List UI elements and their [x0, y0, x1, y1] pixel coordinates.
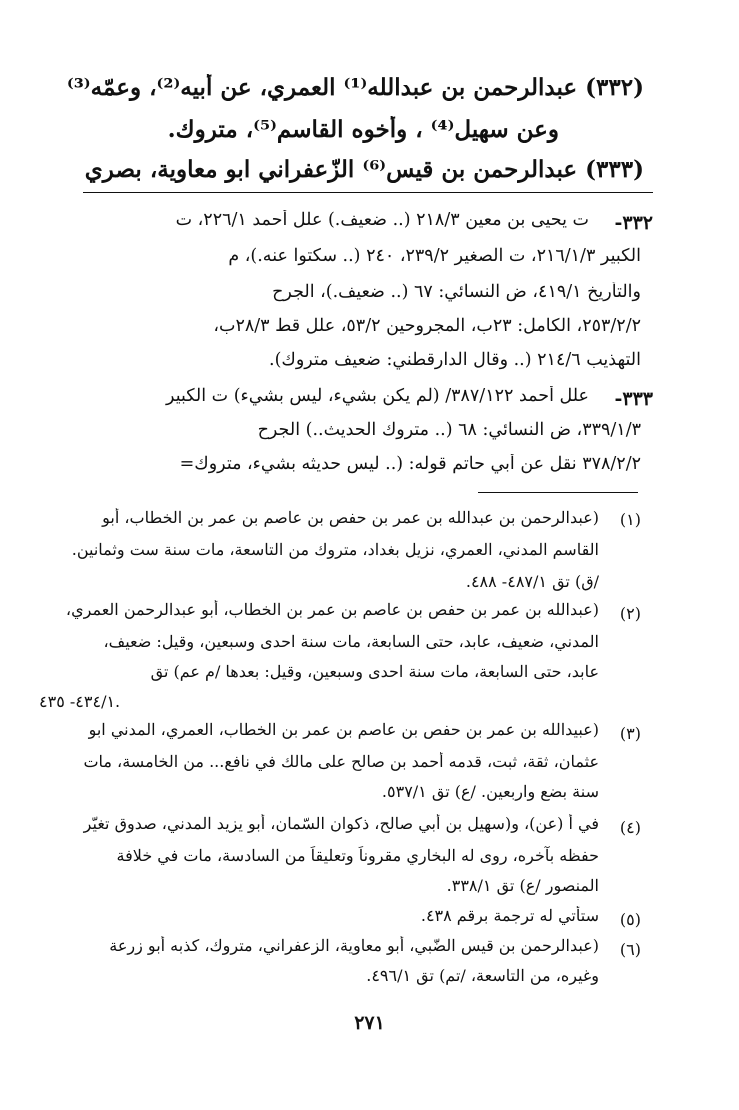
footnote-number-6: (٦) — [619, 940, 641, 959]
footnote-2-line-1: (عبدالله بن عمر بن حفص بن عاصم بن عمر بن الخطاب، أبو عبدالرحمن العمري، — [65, 600, 599, 619]
footnote-2-line-4: ٤٣٤/١- ٤٣٥. — [39, 692, 121, 711]
footnote-4-line-1: في أ (عن)، و(سهيل بن أبي صالح، ذكوان السّمان، أبو يزيد المدني، صدوق تغيّر — [83, 814, 599, 833]
entry-332-line-1: (٣٣٢) عبدالرحمن بن عبدالله⁽¹⁾ العمري، عن أبيه⁽²⁾، وعمّه⁽³⁾ — [66, 74, 644, 101]
footnote-5-line-1: ستأتي له ترجمة برقم ٤٣٨. — [420, 906, 599, 925]
note-333-line-1: علل أحمد ٣٨٧/١٢٢/ (لم يكن بشيء، ليس بشيء) ت الكبير — [166, 386, 589, 406]
footnote-4-line-2: حفظه بآخره، روى له البخاري مقروناً وتعليقاً من السادسة، مات في خلافة — [116, 846, 599, 865]
footnote-number-5: (٥) — [619, 910, 641, 929]
footnote-6-line-2: وغيره، من التاسعة، /تم) تق ٤٩٦/١. — [366, 966, 599, 985]
entry-332-line-2: وعن سهيل⁽⁴⁾ ، وأخوه القاسم⁽⁵⁾، متروك. — [167, 116, 559, 143]
note-number-333: ٣٣٣- — [614, 388, 653, 410]
note-number-332: ٣٣٢- — [614, 212, 653, 234]
footnote-divider — [478, 492, 638, 493]
footnote-3-line-3: سنة بضع واربعين. /ع) تق ٥٣٧/١. — [381, 782, 599, 801]
footnote-1-line-2: القاسم المدني، العمري، نزيل بغداد، متروك من التاسعة، مات سنة ست وثمانين. — [71, 540, 599, 559]
footnote-3-line-2: عثمان، ثقة، ثبت، قدمه أحمد بن صالح على مالك في نافع... من الخامسة، مات — [83, 752, 599, 771]
note-332-line-1: ت يحيى بن معين ٢١٨/٣ (.. ضعيف.) علل أحمد ٢٢٦/١، ت — [175, 210, 589, 230]
footnote-2-line-3: عابد، حتى السابعة، مات سنة احدى وسبعين، وقيل: بعدها /م عم) تق — [150, 662, 599, 681]
footnote-1-line-3: /ق) تق ٤٨٧/١- ٤٨٨. — [465, 572, 599, 591]
page-number: ٢٧١ — [354, 1012, 385, 1034]
footnote-3-line-1: (عبيدالله بن عمر بن حفص بن عاصم بن عمر بن الخطاب، العمري، المدني ابو — [88, 720, 599, 739]
footnote-number-3: (٣) — [619, 724, 641, 743]
entry-333-line-1: (٣٣٣) عبدالرحمن بن قيس⁽⁶⁾ الزّعفراني ابو معاوية، بصري — [84, 156, 644, 183]
note-332-line-2: الكبير ٢١٦/١/٣، ت الصغير ٢٣٩/٢، ٢٤٠ (.. سكتوا عنه.)، م — [228, 246, 641, 266]
footnote-6-line-1: (عبدالرحمن بن قيس الضّبي، أبو معاوية، الزعفراني، متروك، كذبه أبو زرعة — [109, 936, 599, 955]
footnote-number-4: (٤) — [619, 818, 641, 837]
footnote-number-1: (١) — [619, 510, 641, 529]
note-332-line-3: والتأريخ ٤١٩/١، ض النسائي: ٦٧ (.. ضعيف.)، الجرح — [272, 282, 641, 302]
note-332-line-5: التهذيب ٢١٤/٦ (.. وقال الدارقطني: ضعيف متروك). — [269, 350, 641, 370]
footnote-4-line-3: المنصور /ع) تق ٣٣٨/١. — [446, 876, 599, 895]
note-333-line-2: ٣٣٩/١/٣، ض النسائي: ٦٨ (.. متروك الحديث..) الجرح — [257, 420, 641, 440]
main-divider — [83, 192, 653, 193]
note-332-line-4: ٢٥٣/٢/٢، الكامل: ٢٣ب، المجروحين ٥٣/٢، علل قط ٢٨/٣ب، — [213, 316, 641, 336]
footnote-number-2: (٢) — [619, 604, 641, 623]
footnote-2-line-2: المدني، ضعيف، عابد، حتى السابعة، مات سنة احدى وسبعين، وقيل: ضعيف، — [103, 632, 599, 651]
footnote-1-line-1: (عبدالرحمن بن عبدالله بن عمر بن حفص بن عاصم بن عمر بن الخطاب، أبو — [102, 508, 599, 527]
note-333-line-3: ٣٧٨/٢/٢ نقل عن أبي حاتم قوله: (.. ليس حديثه بشيء، متروك= — [179, 454, 641, 474]
